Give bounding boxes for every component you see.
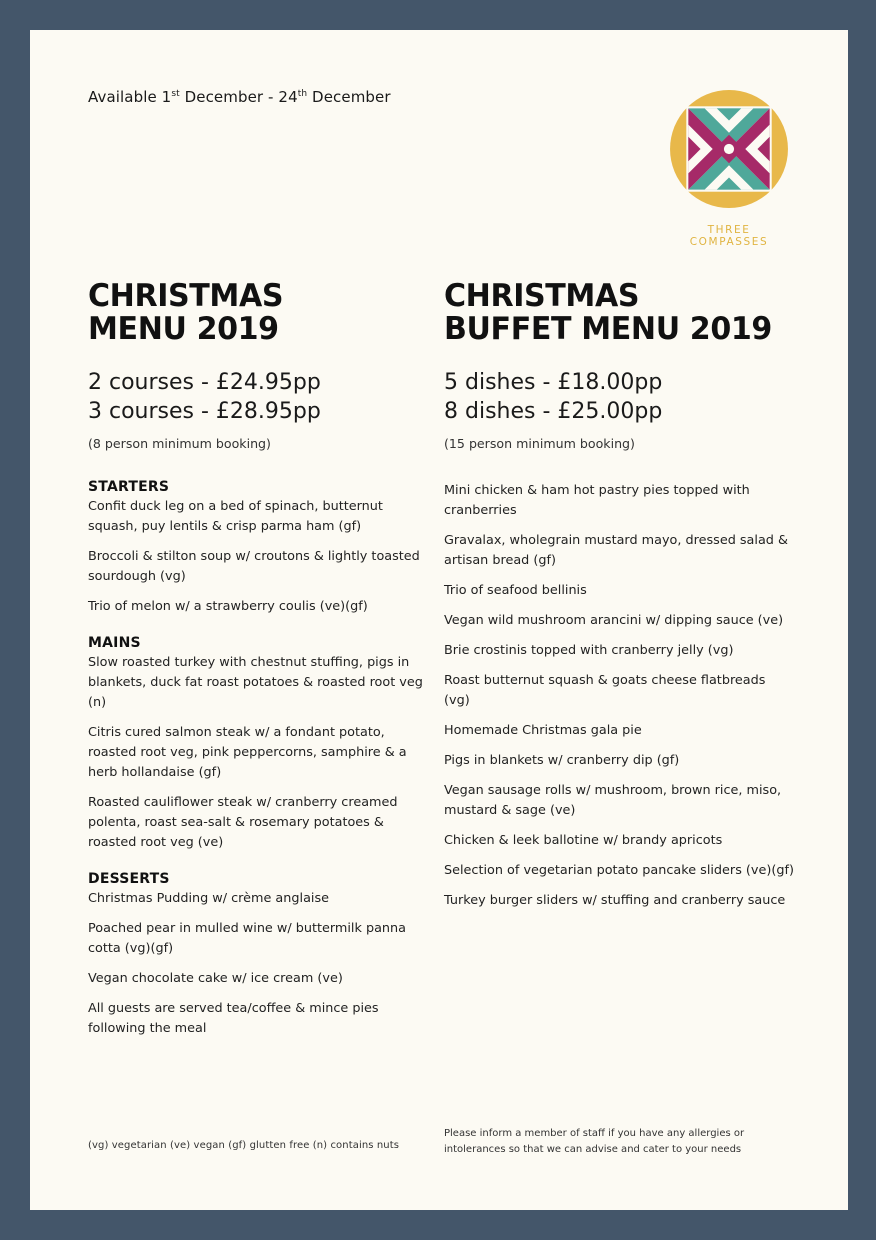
starters-heading: STARTERS [88,479,170,495]
starter-item: Confit duck leg on a bed of spinach, butternut squash, puy lentils & crisp parma ham (gf) [88,499,383,534]
main-item: Slow roasted turkey with chestnut stuffing, pigs in blankets, duck fat roast potatoes & roasted root veg (n) [88,655,423,710]
menu-page [30,30,848,1210]
christmas-menu-prices: 2 courses - £24.95pp 3 courses - £28.95pp [88,370,321,424]
buffet-item: Trio of seafood bellinis [444,583,587,598]
availability-text: Available 1st December - 24th December [88,88,391,106]
buffet-items [444,481,794,911]
dessert-item: Vegan chocolate cake w/ ice cream (ve) [88,971,343,986]
dietary-key: (vg) vegetarian (ve) vegan (gf) glutten free (n) contains nuts [88,1140,400,1151]
buffet-item: Homemade Christmas gala pie [444,723,642,738]
buffet-menu-minimum: (15 person minimum booking) [444,436,635,451]
buffet-item: Gravalax, wholegrain mustard mayo, dressed salad & artisan bread (gf) [444,533,788,568]
logo-text: THREE COMPASSES [689,224,769,248]
main-item: Roasted cauliflower steak w/ cranberry creamed polenta, roast sea-salt & rosemary potatoes & roasted root veg (ve) [88,795,398,850]
christmas-menu-minimum: (8 person minimum booking) [88,436,271,451]
buffet-item: Selection of vegetarian potato pancake sliders (ve)(gf) [444,863,794,878]
buffet-item: Turkey burger sliders w/ stuffing and cranberry sauce [444,893,786,908]
mains-heading: MAINS [88,635,141,651]
christmas-menu-title: CHRISTMAS MENU 2019 [88,278,284,347]
main-item: Citris cured salmon steak w/ a fondant potato, roasted root veg, pink peppercorns, samphire & a herb hollandaise (gf) [88,725,407,780]
desserts-heading: DESSERTS [88,871,170,887]
three-compasses-logo-icon [668,88,790,210]
brand-logo [667,88,791,248]
christmas-menu-column [88,280,428,1049]
starter-item: Trio of melon w/ a strawberry coulis (ve)(gf) [88,599,368,614]
buffet-menu-column [444,280,794,921]
dessert-item: Poached pear in mulled wine w/ buttermilk panna cotta (vg)(gf) [88,921,406,956]
buffet-item: Pigs in blankets w/ cranberry dip (gf) [444,753,680,768]
buffet-item: Vegan wild mushroom arancini w/ dipping sauce (ve) [444,613,784,628]
buffet-item: Roast butternut squash & goats cheese flatbreads (vg) [444,673,766,708]
buffet-menu-prices: 5 dishes - £18.00pp 8 dishes - £25.00pp [444,370,663,424]
buffet-item: Mini chicken & ham hot pastry pies topped with cranberries [444,483,750,518]
buffet-item: Chicken & leek ballotine w/ brandy apricots [444,833,723,848]
buffet-item: Vegan sausage rolls w/ mushroom, brown rice, miso, mustard & sage (ve) [444,783,782,818]
dessert-item: Christmas Pudding w/ crème anglaise [88,891,330,906]
buffet-menu-title: CHRISTMAS BUFFET MENU 2019 [444,278,772,347]
starter-item: Broccoli & stilton soup w/ croutons & lightly toasted sourdough (vg) [88,549,420,584]
dessert-item: All guests are served tea/coffee & mince pies following the meal [88,1001,379,1036]
buffet-item: Brie crostinis topped with cranberry jelly (vg) [444,643,734,658]
allergy-notice: Please inform a member of staff if you have any allergies or intolerances so that we can advise and cater to your needs [444,1128,745,1155]
